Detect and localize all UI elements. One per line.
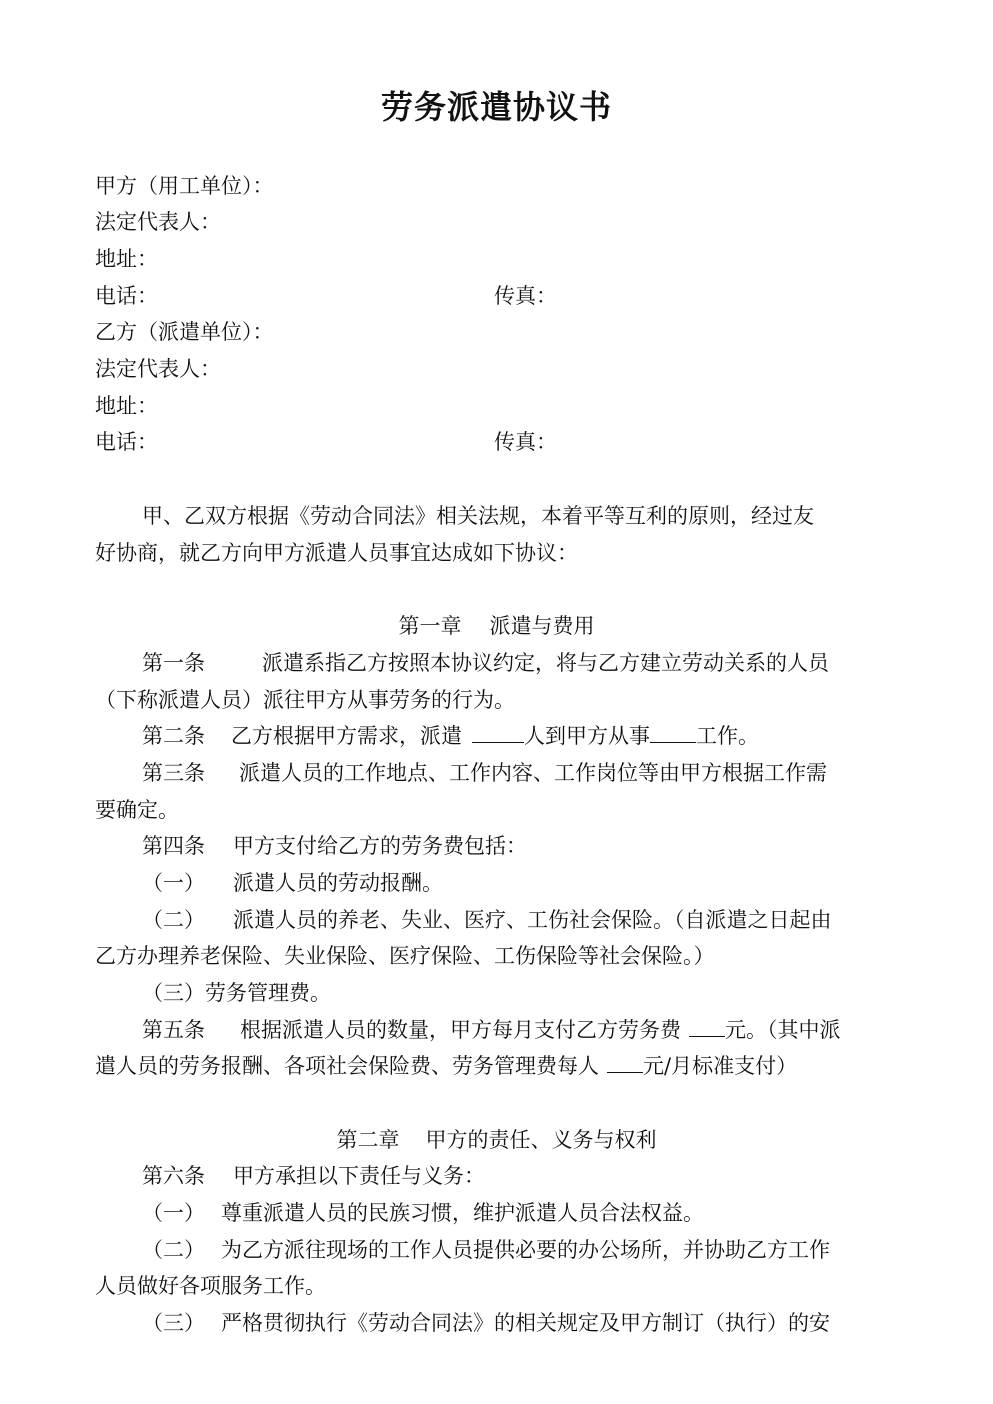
article-1-line-2: （下称派遣人员）派往甲方从事劳务的行为。 xyxy=(95,688,515,712)
party-a-phone-label: 电话： xyxy=(95,284,158,308)
chapter-2-number: 第二章 xyxy=(336,1128,400,1152)
article-6-item-2-number: （二） xyxy=(142,1238,205,1262)
article-5-line-2 xyxy=(95,1052,797,1080)
article-5-line-1 xyxy=(142,1016,841,1044)
article-4-text: 甲方支付给乙方的劳务费包括： xyxy=(233,834,527,858)
article-2-blank-job[interactable] xyxy=(650,722,696,743)
article-3-text: 派遣人员的工作地点、工作内容、工作岗位等由甲方根据工作需 xyxy=(239,761,827,785)
article-4-item-2-number: （二） xyxy=(142,908,205,932)
article-1-label: 第一条 xyxy=(142,651,205,675)
party-b-rep-label: 法定代表人： xyxy=(95,357,221,381)
article-3-label: 第三条 xyxy=(142,761,205,785)
preamble-line-1: 甲、乙双方根据《劳动合同法》相关法规，本着平等互利的原则，经过友 xyxy=(142,504,814,528)
article-6-text: 甲方承担以下责任与义务： xyxy=(233,1164,485,1188)
party-a-rep-label: 法定代表人： xyxy=(95,210,221,234)
article-6-item-2-text: 为乙方派往现场的工作人员提供必要的办公场所，并协助乙方工作 xyxy=(221,1238,830,1262)
article-6-item-3-line-1 xyxy=(142,1309,830,1337)
article-4-item-2-text: 派遣人员的养老、失业、医疗、工伤社会保险。（自派遣之日起由 xyxy=(233,908,832,932)
article-4-line xyxy=(142,832,527,860)
article-2-text-1: 乙方根据甲方需求，派遣 xyxy=(231,724,462,748)
article-2-text-3: 工作。 xyxy=(696,724,759,748)
party-b-phone-label: 电话： xyxy=(95,430,158,454)
article-2-line xyxy=(142,722,759,750)
party-a-name-label: 甲方（用工单位）： xyxy=(95,174,274,198)
article-5-line-2-text-1: 遣人员的劳务报酬、各项社会保险费、劳务管理费每人 xyxy=(95,1054,599,1078)
chapter-1-title: 派遣与费用 xyxy=(489,614,595,638)
article-2-text-2: 人到甲方从事 xyxy=(524,724,650,748)
article-1-text: 派遣系指乙方按照本协议约定，将与乙方建立劳动关系的人员 xyxy=(262,651,829,675)
article-4-item-1-text: 派遣人员的劳动报酬。 xyxy=(233,871,443,895)
article-6-item-1-number: （一） xyxy=(142,1201,205,1225)
party-b-fax-label: 传真： xyxy=(494,430,557,454)
party-a-address-label: 地址： xyxy=(95,247,158,271)
article-2-blank-count[interactable] xyxy=(472,722,524,743)
article-6-item-1 xyxy=(142,1199,704,1227)
preamble-line-2: 好协商，就乙方向甲方派遣人员事宜达成如下协议： xyxy=(95,541,578,565)
article-4-item-2-line-1 xyxy=(142,906,832,934)
article-6-item-3-number: （三） xyxy=(142,1311,205,1335)
article-3-line-2: 要确定。 xyxy=(95,798,179,822)
article-5-text-1: 根据派遣人员的数量，甲方每月支付乙方劳务费 xyxy=(240,1018,681,1042)
article-5-label: 第五条 xyxy=(142,1018,205,1042)
article-4-item-2-line-2: 乙方办理养老保险、失业保险、医疗保险、工伤保险等社会保险。） xyxy=(95,944,715,968)
article-6-item-2-line-1 xyxy=(142,1236,830,1264)
article-6-item-2-line-2: 人员做好各项服务工作。 xyxy=(95,1274,326,1298)
article-5-blank-per-person[interactable] xyxy=(607,1052,643,1073)
article-4-item-1 xyxy=(142,869,443,897)
article-4-item-3: （三）劳务管理费。 xyxy=(142,981,331,1005)
article-2-label: 第二条 xyxy=(142,724,205,748)
chapter-2-title: 甲方的责任、义务与权利 xyxy=(425,1128,657,1152)
article-5-text-2: 元。（其中派 xyxy=(725,1018,841,1042)
article-4-item-1-number: （一） xyxy=(142,871,205,895)
chapter-1-heading xyxy=(0,612,993,640)
article-6-line xyxy=(142,1162,485,1190)
article-1-line-1 xyxy=(142,649,829,677)
chapter-2-heading xyxy=(0,1126,993,1154)
article-4-label: 第四条 xyxy=(142,834,205,858)
article-3-line-1 xyxy=(142,759,827,787)
chapter-1-number: 第一章 xyxy=(398,614,462,638)
party-b-name-label: 乙方（派遣单位）： xyxy=(95,320,274,344)
article-6-item-3-text: 严格贯彻执行《劳动合同法》的相关规定及甲方制订（执行）的安 xyxy=(221,1311,830,1335)
article-5-line-2-text-2: 元/月标准支付） xyxy=(643,1054,798,1078)
article-5-blank-monthly-fee[interactable] xyxy=(689,1016,725,1037)
article-6-label: 第六条 xyxy=(142,1164,205,1188)
document-title: 劳务派遣协议书 xyxy=(380,88,612,126)
article-6-item-1-text: 尊重派遣人员的民族习惯，维护派遣人员合法权益。 xyxy=(221,1201,704,1225)
party-b-address-label: 地址： xyxy=(95,394,158,418)
party-a-fax-label: 传真： xyxy=(494,284,557,308)
